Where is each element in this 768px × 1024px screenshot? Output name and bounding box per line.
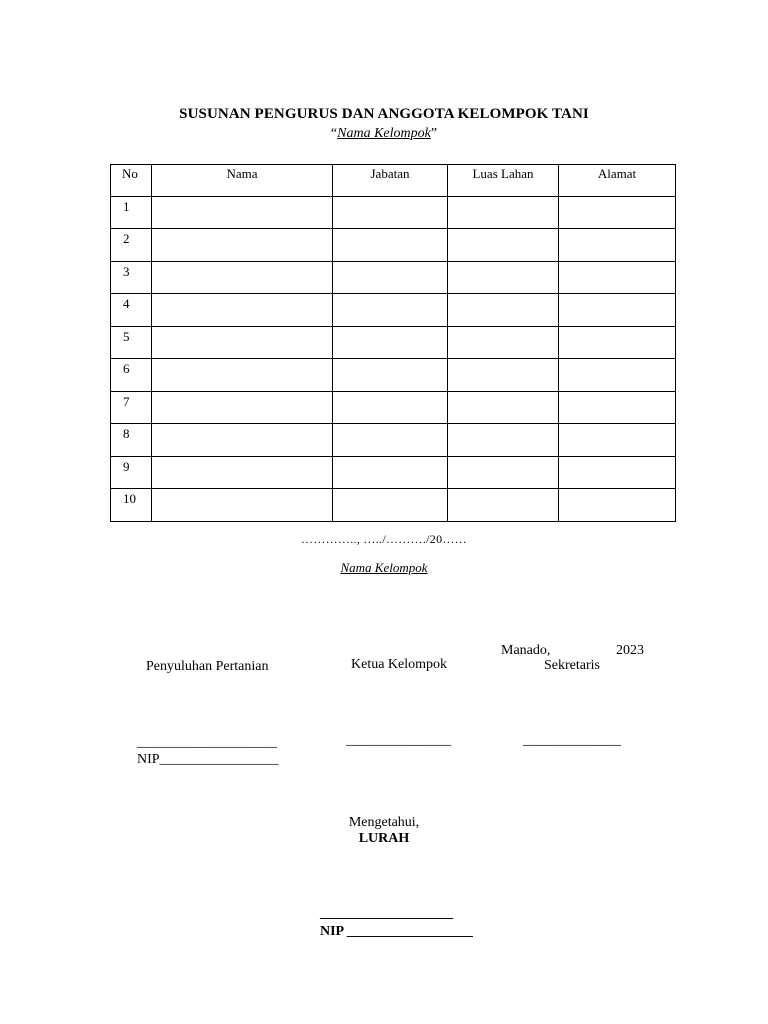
cell-jabatan — [333, 326, 448, 359]
row-number: 1 — [111, 196, 152, 229]
cell-luas-lahan — [448, 196, 559, 229]
cell-luas-lahan — [448, 294, 559, 327]
cell-jabatan — [333, 359, 448, 392]
row-number: 3 — [111, 261, 152, 294]
signature-line-penyuluh: ____________________ — [137, 735, 277, 750]
row-number: 5 — [111, 326, 152, 359]
lurah-label: LURAH — [358, 831, 410, 846]
cell-nama — [152, 196, 333, 229]
nip-penyuluh: NIP_________________ — [137, 752, 279, 767]
table-header-row — [111, 165, 676, 197]
acknowledge-label: Mengetahui, — [348, 815, 420, 830]
group-name-placeholder: Nama Kelompok — [337, 126, 431, 141]
row-number: 10 — [111, 489, 152, 522]
cell-luas-lahan — [448, 261, 559, 294]
table-row — [111, 456, 676, 489]
cell-nama — [152, 326, 333, 359]
cell-nama — [152, 424, 333, 457]
cell-jabatan — [333, 229, 448, 262]
cell-jabatan — [333, 294, 448, 327]
cell-jabatan — [333, 489, 448, 522]
date-line: ………….., …../………./20…… — [301, 532, 467, 546]
cell-jabatan — [333, 456, 448, 489]
place-label: Manado, — [501, 643, 551, 658]
header-nama: Nama — [152, 165, 333, 197]
cell-luas-lahan — [448, 359, 559, 392]
table-row — [111, 391, 676, 424]
row-number: 9 — [111, 456, 152, 489]
cell-luas-lahan — [448, 391, 559, 424]
nip-lurah — [320, 924, 473, 940]
row-number: 2 — [111, 229, 152, 262]
cell-luas-lahan — [448, 456, 559, 489]
cell-nama — [152, 391, 333, 424]
table-row — [111, 489, 676, 522]
table-row — [111, 261, 676, 294]
cell-jabatan — [333, 261, 448, 294]
cell-nama — [152, 229, 333, 262]
cell-alamat — [559, 326, 676, 359]
table-row — [111, 359, 676, 392]
cell-alamat — [559, 456, 676, 489]
table-row — [111, 424, 676, 457]
open-quote: “ — [330, 126, 338, 141]
row-number: 6 — [111, 359, 152, 392]
cell-nama — [152, 489, 333, 522]
row-number: 8 — [111, 424, 152, 457]
table-row — [111, 196, 676, 229]
cell-alamat — [559, 489, 676, 522]
cell-alamat — [559, 294, 676, 327]
cell-jabatan — [333, 391, 448, 424]
cell-luas-lahan — [448, 489, 559, 522]
header-jabatan: Jabatan — [333, 165, 448, 197]
document-subtitle — [0, 126, 768, 142]
document-title: SUSUNAN PENGURUS DAN ANGGOTA KELOMPOK TANI — [179, 106, 589, 122]
year-label: 2023 — [616, 643, 644, 658]
header-no: No — [111, 165, 152, 197]
row-number: 4 — [111, 294, 152, 327]
header-luas-lahan: Luas Lahan — [448, 165, 559, 197]
cell-jabatan — [333, 424, 448, 457]
cell-alamat — [559, 424, 676, 457]
cell-alamat — [559, 391, 676, 424]
cell-alamat — [559, 261, 676, 294]
header-alamat: Alamat — [559, 165, 676, 197]
signatory-ketua-title: Ketua Kelompok — [351, 657, 448, 672]
table-row — [111, 326, 676, 359]
table-row — [111, 229, 676, 262]
cell-nama — [152, 294, 333, 327]
cell-alamat — [559, 229, 676, 262]
nip-lurah-text: NIP __________________ — [320, 924, 473, 939]
signatory-penyuluh-title: Penyuluhan Pertanian — [146, 659, 269, 674]
signature-line-ketua: _______________ — [346, 733, 451, 748]
signatory-sekretaris-title: Sekretaris — [544, 658, 600, 673]
signature-line-lurah: ___________________ — [320, 906, 453, 921]
signature-line-sekretaris: ______________ — [523, 733, 621, 748]
cell-jabatan — [333, 196, 448, 229]
close-quote: ” — [430, 126, 438, 141]
cell-luas-lahan — [448, 326, 559, 359]
table-row — [111, 294, 676, 327]
cell-luas-lahan — [448, 424, 559, 457]
group-name: Nama Kelompok — [340, 560, 428, 575]
cell-nama — [152, 261, 333, 294]
members-table — [110, 164, 676, 522]
cell-luas-lahan — [448, 229, 559, 262]
cell-nama — [152, 456, 333, 489]
cell-nama — [152, 359, 333, 392]
cell-alamat — [559, 359, 676, 392]
row-number: 7 — [111, 391, 152, 424]
cell-alamat — [559, 196, 676, 229]
